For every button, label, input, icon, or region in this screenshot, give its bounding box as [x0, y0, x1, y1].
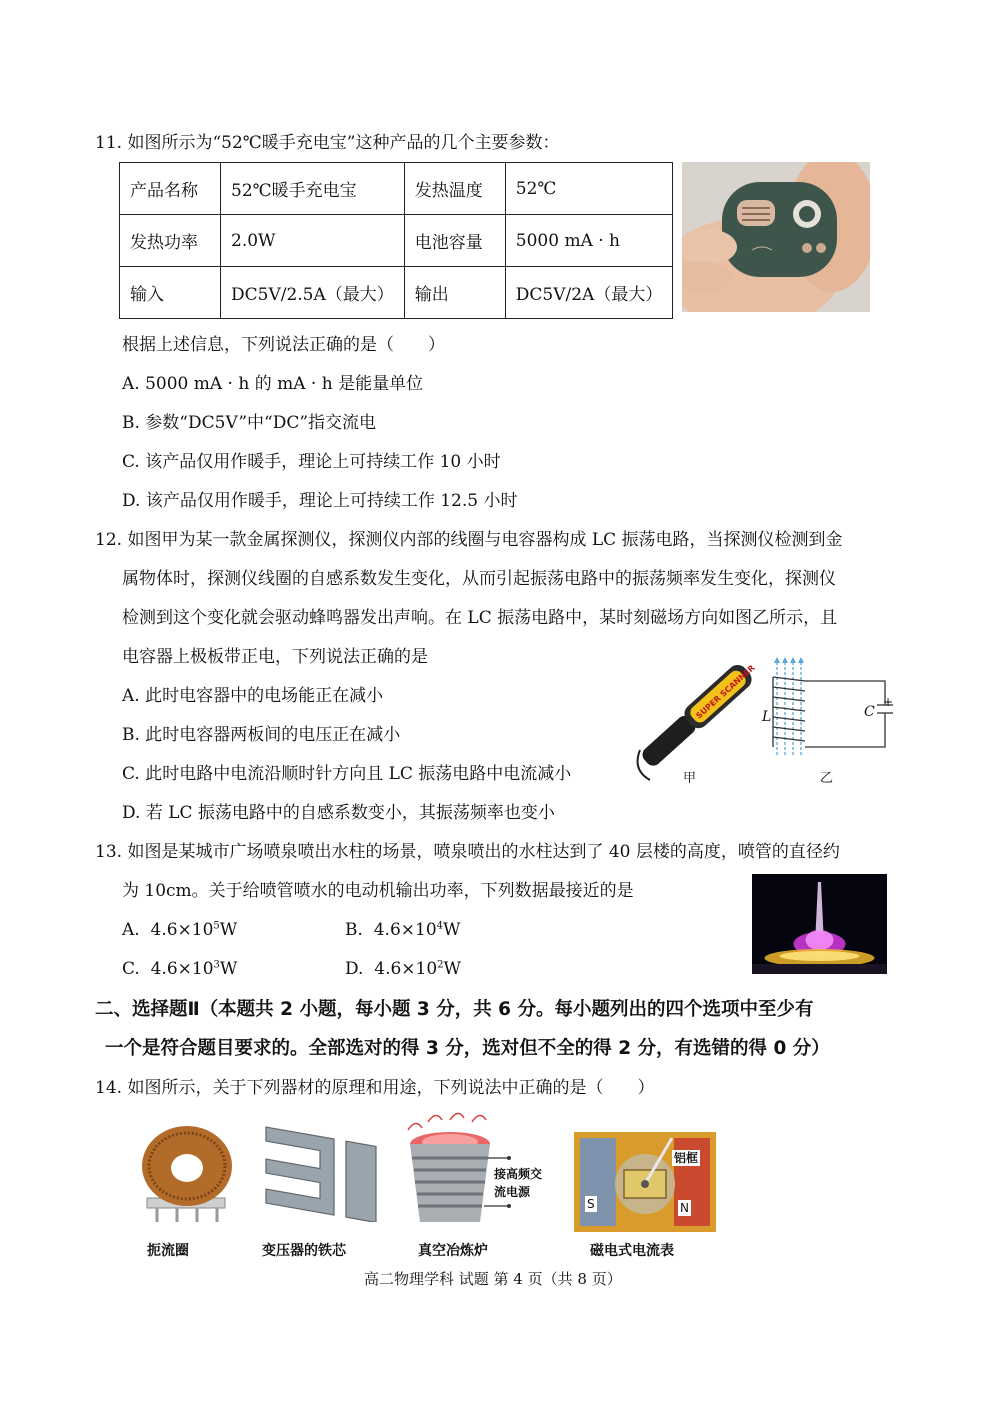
- option-base: 4.6×10: [373, 920, 437, 940]
- option-label: C.: [122, 959, 140, 979]
- table-row: [120, 215, 673, 267]
- q12-option-d: D. 若 LC 振荡电路中的自感系数变小，其振荡频率也变小: [122, 803, 555, 823]
- table-cell: 52℃暖手充电宝: [221, 163, 405, 215]
- meter-frame-label: 铝框: [674, 1151, 699, 1165]
- option-base: 4.6×10: [374, 959, 438, 979]
- caption-galvanometer: 磁电式电流表: [590, 1243, 674, 1259]
- q11-option-c: C. 该产品仅用作暖手，理论上可持续工作 10 小时: [122, 452, 501, 472]
- q12-stem-line-3: 检测到这个变化就会驱动蜂鸣器发出声响。在 LC 振荡电路中，某时刻磁场方向如图乙所示，且: [122, 608, 838, 628]
- table-cell: DC5V/2A（最大）: [505, 267, 673, 319]
- option-exponent: 4: [436, 920, 444, 932]
- q12-stem-line-2: 属物体时，探测仪线圈的自感系数发生变化，从而引起振荡电路中的振荡频率发生变化，探测仪: [122, 569, 836, 589]
- q11-option-d: D. 该产品仅用作暖手，理论上可持续工作 12.5 小时: [122, 491, 518, 511]
- magnet-north-label: N: [680, 1201, 689, 1215]
- option-exponent: 2: [437, 959, 444, 971]
- table-row: [120, 163, 673, 215]
- option-exponent: 5: [213, 920, 220, 932]
- q14-stem: 14. 如图所示，关于下列器材的原理和用途，下列说法中正确的是（ ）: [95, 1078, 655, 1098]
- caption-transformer-core: 变压器的铁芯: [262, 1243, 346, 1259]
- option-label: A.: [122, 920, 140, 940]
- furnace-power-note-1: 接高频交: [494, 1167, 543, 1181]
- q12-stem-line-4: 电容器上极板带正电，下列说法正确的是: [122, 647, 428, 667]
- q13-option-a: [122, 918, 237, 942]
- capacitor-label: C: [864, 704, 875, 720]
- table-cell: 5000 mA · h: [505, 215, 673, 267]
- q11-prompt: 根据上述信息，下列说法正确的是（ ）: [122, 335, 445, 355]
- q12-option-a: A. 此时电容器中的电场能正在减小: [122, 686, 384, 706]
- galvanometer-image: [574, 1132, 716, 1232]
- q13-stem-line-1: 13. 如图是某城市广场喷泉喷出水柱的场景，喷泉喷出的水柱达到了 40 层楼的高度，喷管的直径约: [95, 842, 840, 862]
- q13-option-b: [345, 918, 461, 942]
- magnet-south-label: S: [587, 1197, 595, 1211]
- capacitor-plus-sign: +: [883, 695, 894, 709]
- figure-jia-label: 甲: [683, 771, 697, 786]
- q11-parameter-table: [119, 162, 673, 319]
- furnace-power-note-2: 流电源: [494, 1185, 531, 1199]
- transformer-core-image: [260, 1122, 385, 1222]
- q11-option-a: A. 5000 mA · h 的 mA · h 是能量单位: [122, 374, 424, 394]
- table-cell: 电池容量: [404, 215, 505, 267]
- option-unit: W: [443, 920, 461, 940]
- table-cell: 2.0W: [221, 215, 405, 267]
- detector-brand-text: SUPER SCANNER: [694, 663, 757, 721]
- page-footer: 高二物理学科 试题 第 4 页（共 8 页）: [364, 1270, 622, 1288]
- choke-coil-image: [137, 1118, 237, 1228]
- section-2-heading-line-1: 二、选择题Ⅱ（本题共 2 小题，每小题 3 分，共 6 分。每小题列出的四个选项中至少有: [95, 999, 814, 1020]
- caption-vacuum-furnace: 真空冶炼炉: [418, 1243, 488, 1259]
- option-unit: W: [443, 959, 462, 979]
- table-cell: 52℃: [505, 163, 673, 215]
- option-exponent: 3: [213, 959, 220, 971]
- option-label: D.: [345, 959, 364, 979]
- q13-stem-line-2: 为 10cm。关于给喷管喷水的电动机输出功率，下列数据最接近的是: [122, 881, 634, 901]
- option-base: 4.6×10: [150, 920, 214, 940]
- option-unit: W: [219, 959, 238, 979]
- fountain-photo: [752, 874, 887, 974]
- option-unit: W: [219, 920, 238, 940]
- table-cell: 输出: [404, 267, 505, 319]
- table-cell: DC5V/2.5A（最大）: [221, 267, 405, 319]
- table-cell: 输入: [120, 267, 221, 319]
- section-2-heading-line-2: 一个是符合题目要求的。全部选对的得 3 分，选对但不全的得 2 分，有选错的得 0 分）: [105, 1038, 830, 1059]
- q12-option-b: B. 此时电容器两板间的电压正在减小: [122, 725, 401, 745]
- table-cell: 产品名称: [120, 163, 221, 215]
- option-base: 4.6×10: [150, 959, 214, 979]
- hand-warmer-photo: [682, 162, 870, 312]
- table-row: [120, 267, 673, 319]
- q13-option-c: [122, 957, 237, 981]
- caption-choke-coil: 扼流圈: [147, 1243, 189, 1259]
- table-cell: 发热温度: [404, 163, 505, 215]
- figure-yi-label: 乙: [820, 771, 834, 786]
- q12-stem-line-1: 12. 如图甲为某一款金属探测仪，探测仪内部的线圈与电容器构成 LC 振荡电路，当探测仪检测到金: [95, 530, 843, 550]
- table-cell: 发热功率: [120, 215, 221, 267]
- q13-option-d: [345, 957, 461, 981]
- q11-stem: 11. 如图所示为“52℃暖手充电宝”这种产品的几个主要参数：: [95, 133, 560, 153]
- q12-option-c: C. 此时电路中电流沿顺时针方向且 LC 振荡电路中电流减小: [122, 764, 572, 784]
- q11-option-b: B. 参数“DC5V”中“DC”指交流电: [122, 413, 377, 433]
- option-label: B.: [345, 920, 363, 940]
- inductor-label: L: [762, 709, 772, 725]
